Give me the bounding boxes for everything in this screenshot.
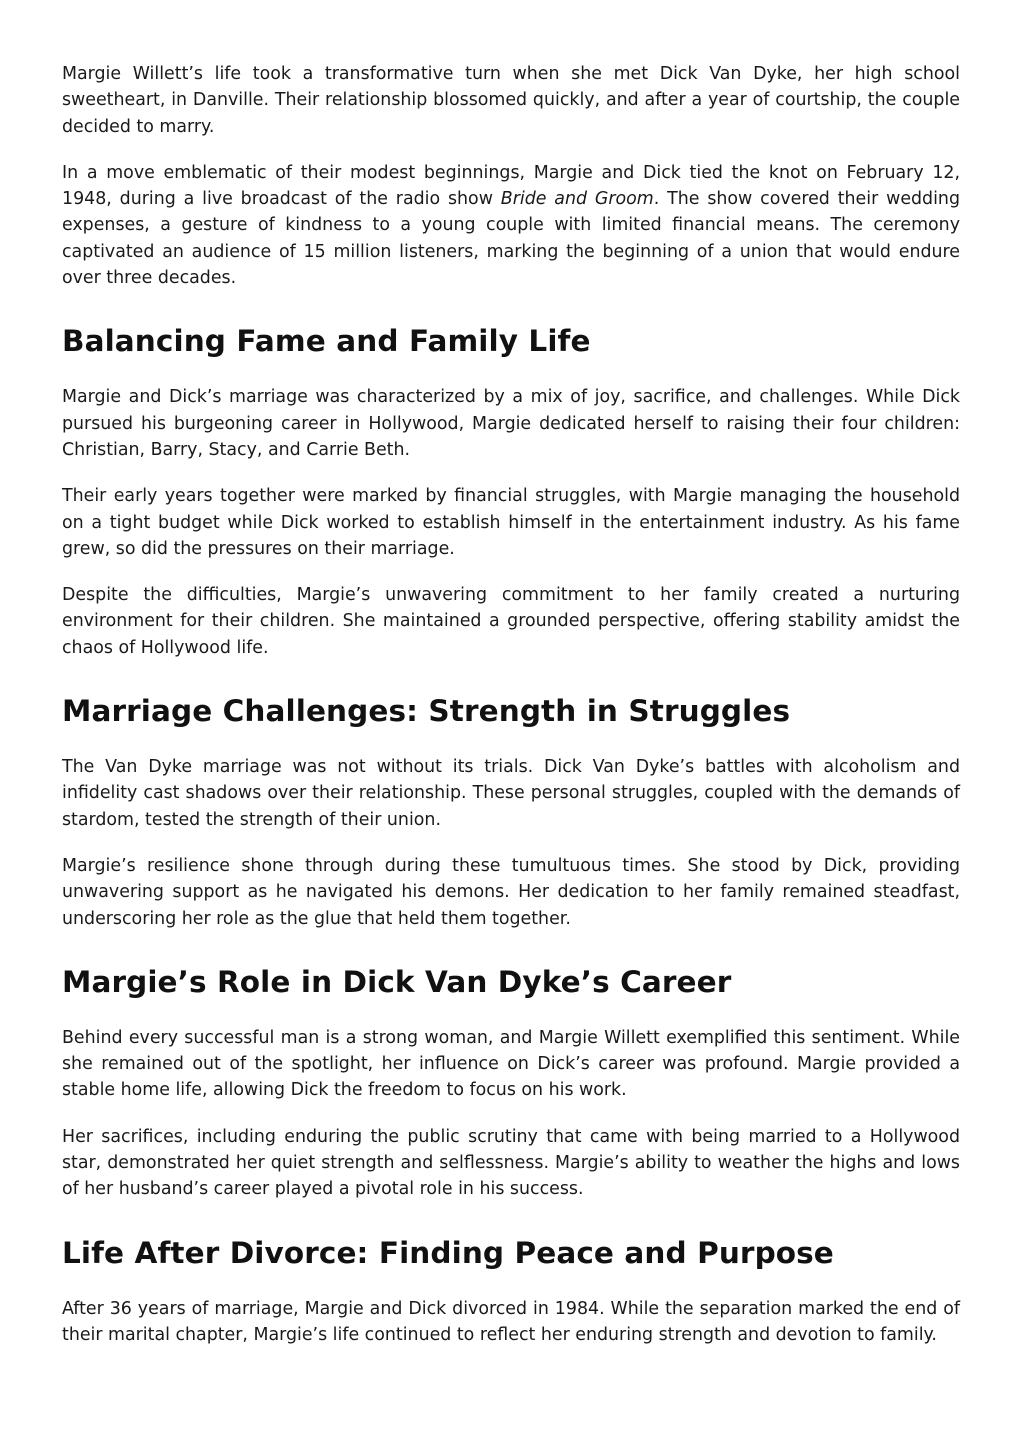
balancing-paragraph-2: Their early years together were marked by financial struggles, with Margie managing the household on a tight budget while Dick worked to establish himself in the entertainment industry. As his fame grew, so did the pressures on their marriage. — [62, 486, 960, 559]
intro-paragraph-2 — [62, 160, 960, 291]
intro-paragraph-2-start: In a move emblematic of their modest beginnings, Margie and Dick tied the knot on February 12, 1948, during a live broadcast of the radio show — [62, 162, 960, 210]
section-heading-life-after-divorce: Life After Divorce: Finding Peace and Purpose — [62, 1235, 834, 1270]
challenges-paragraph-2: Margie’s resilience shone through during these tumultuous times. She stood by Dick, providing unwavering support as he navigated his demons. Her dedication to her family remained steadfast, underscoring her role as the glue that held them together. — [62, 855, 960, 929]
role-paragraph-2: Her sacrifices, including enduring the public scrutiny that came with being married to a Hollywood star, demonstrated her quiet strength and selflessness. Margie’s ability to weather the highs and lows of her husband’s career played a pivotal role in his success. — [62, 1126, 960, 1200]
role-paragraph-1: Behind every successful man is a strong woman, and Margie Willett exemplified this sentiment. While she remained out of the spotlight, her influence on Dick’s career was profound. Margie provided a stable home life, allowing Dick the freedom to focus on his work. — [62, 1027, 960, 1101]
radio-show-title: Bride and Groom — [500, 189, 654, 210]
intro-paragraph-1: Margie Willett’s life took a transformative turn when she met Dick Van Dyke, her high school sweetheart, in Danville. Their relationship blossomed quickly, and after a year of courtship, the couple decided to marry. — [62, 64, 960, 137]
divorce-paragraph-1: After 36 years of marriage, Margie and Dick divorced in 1984. While the separation marked the end of their marital chapter, Margie’s life continued to reflect her enduring strength and devotion to family. — [62, 1298, 960, 1345]
section-heading-balancing-fame: Balancing Fame and Family Life — [62, 324, 591, 359]
balancing-paragraph-3: Despite the difficulties, Margie’s unwavering commitment to her family created a nurturing environment for their children. She maintained a grounded perspective, offering stability amidst the chaos of Hollywood life. — [62, 585, 960, 658]
section-heading-margies-role: Margie’s Role in Dick Van Dyke’s Career — [62, 964, 732, 999]
challenges-paragraph-1: The Van Dyke marriage was not without its trials. Dick Van Dyke’s battles with alcoholism and infidelity cast shadows over their relationship. These personal struggles, coupled with the demands of stardom, tested the strength of their union. — [62, 757, 960, 830]
section-heading-marriage-challenges: Marriage Challenges: Strength in Struggles — [62, 694, 791, 729]
balancing-paragraph-1: Margie and Dick’s marriage was characterized by a mix of joy, sacrifice, and challenges. While Dick pursued his burgeoning career in Hollywood, Margie dedicated herself to raising their four children: Christian, Barry, Stacy, and Carrie Beth. — [62, 387, 960, 460]
intro-paragraph-2-end: . The show covered their wedding expenses, a gesture of kindness to a young couple with limited financial means. The ceremony captivated an audience of 15 million listeners, marking the beginning of a union that would endure over three decades. — [62, 189, 960, 289]
